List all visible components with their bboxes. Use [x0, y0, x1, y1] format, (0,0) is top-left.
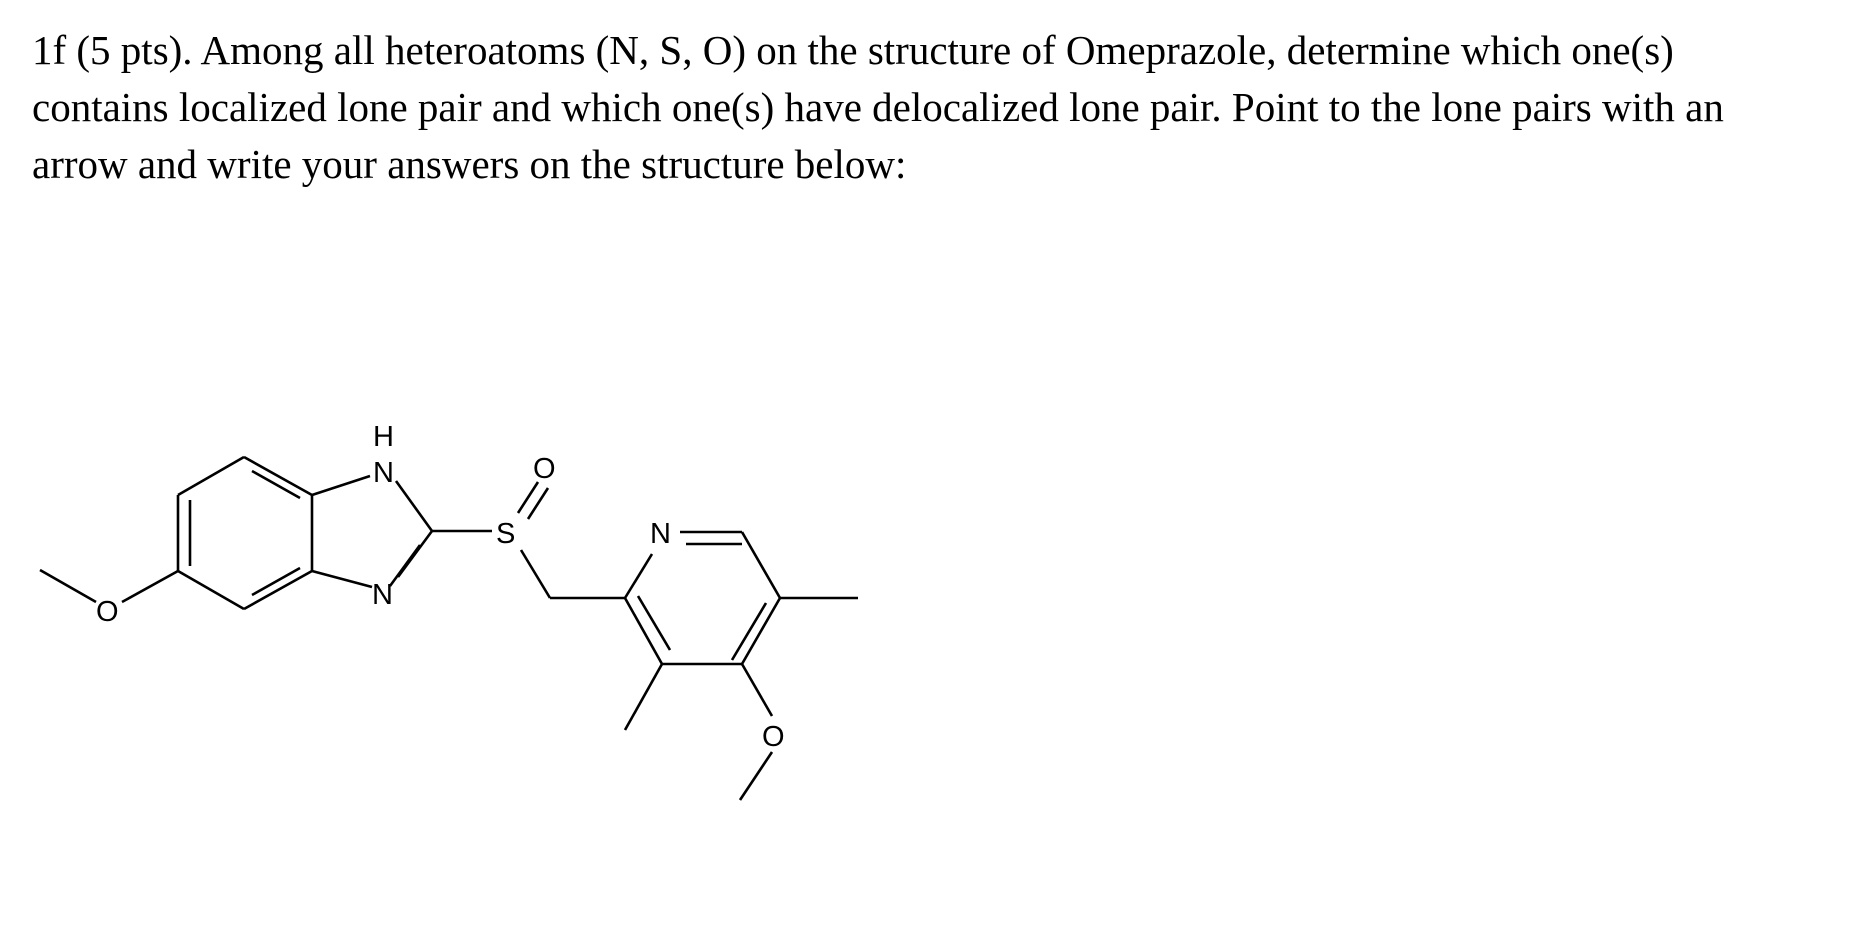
bond: [178, 571, 244, 609]
methyl-bond: [40, 570, 96, 602]
bond: [244, 571, 312, 609]
methyl-bond: [625, 664, 662, 730]
question-text: 1f (5 pts). Among all heteroatoms (N, S, O) on the structure of Omeprazole, determine which one(s) contains localized lone pair and which one(s) have delocalized lone pair. Point to the lone pairs with an arrow and write your answers on the structure below:: [32, 27, 1724, 187]
bond: [178, 457, 244, 495]
pyridine-ring: [625, 532, 780, 664]
atom-label-nh-n: N: [373, 457, 394, 489]
inner-double-bond: [638, 596, 670, 650]
double-bond: [390, 545, 420, 586]
atom-label-benz-methoxy-o: O: [96, 596, 119, 628]
bond: [396, 481, 432, 531]
bond: [521, 550, 550, 598]
bond: [625, 598, 662, 664]
bond: [742, 532, 780, 598]
benzene-ring: [178, 457, 312, 609]
atom-label-sulfoxide-o: O: [533, 453, 556, 485]
atom-label-nh-h: H: [373, 421, 394, 453]
bond: [625, 554, 652, 598]
imidazole-ring: [312, 476, 432, 587]
bond: [244, 457, 312, 495]
bond: [742, 664, 772, 716]
bond: [312, 571, 372, 587]
atom-label-pyridine-n: N: [650, 518, 671, 550]
sulfinyl-linker: [432, 482, 625, 598]
bond: [122, 571, 178, 602]
atom-label-imine-n: N: [372, 579, 393, 611]
substituents: [40, 570, 858, 800]
atom-label-pyr-methoxy-o: O: [762, 721, 785, 753]
bond: [312, 476, 370, 495]
bond: [742, 598, 780, 664]
atom-label-sulfur: S: [496, 518, 516, 550]
methyl-bond: [740, 752, 772, 800]
